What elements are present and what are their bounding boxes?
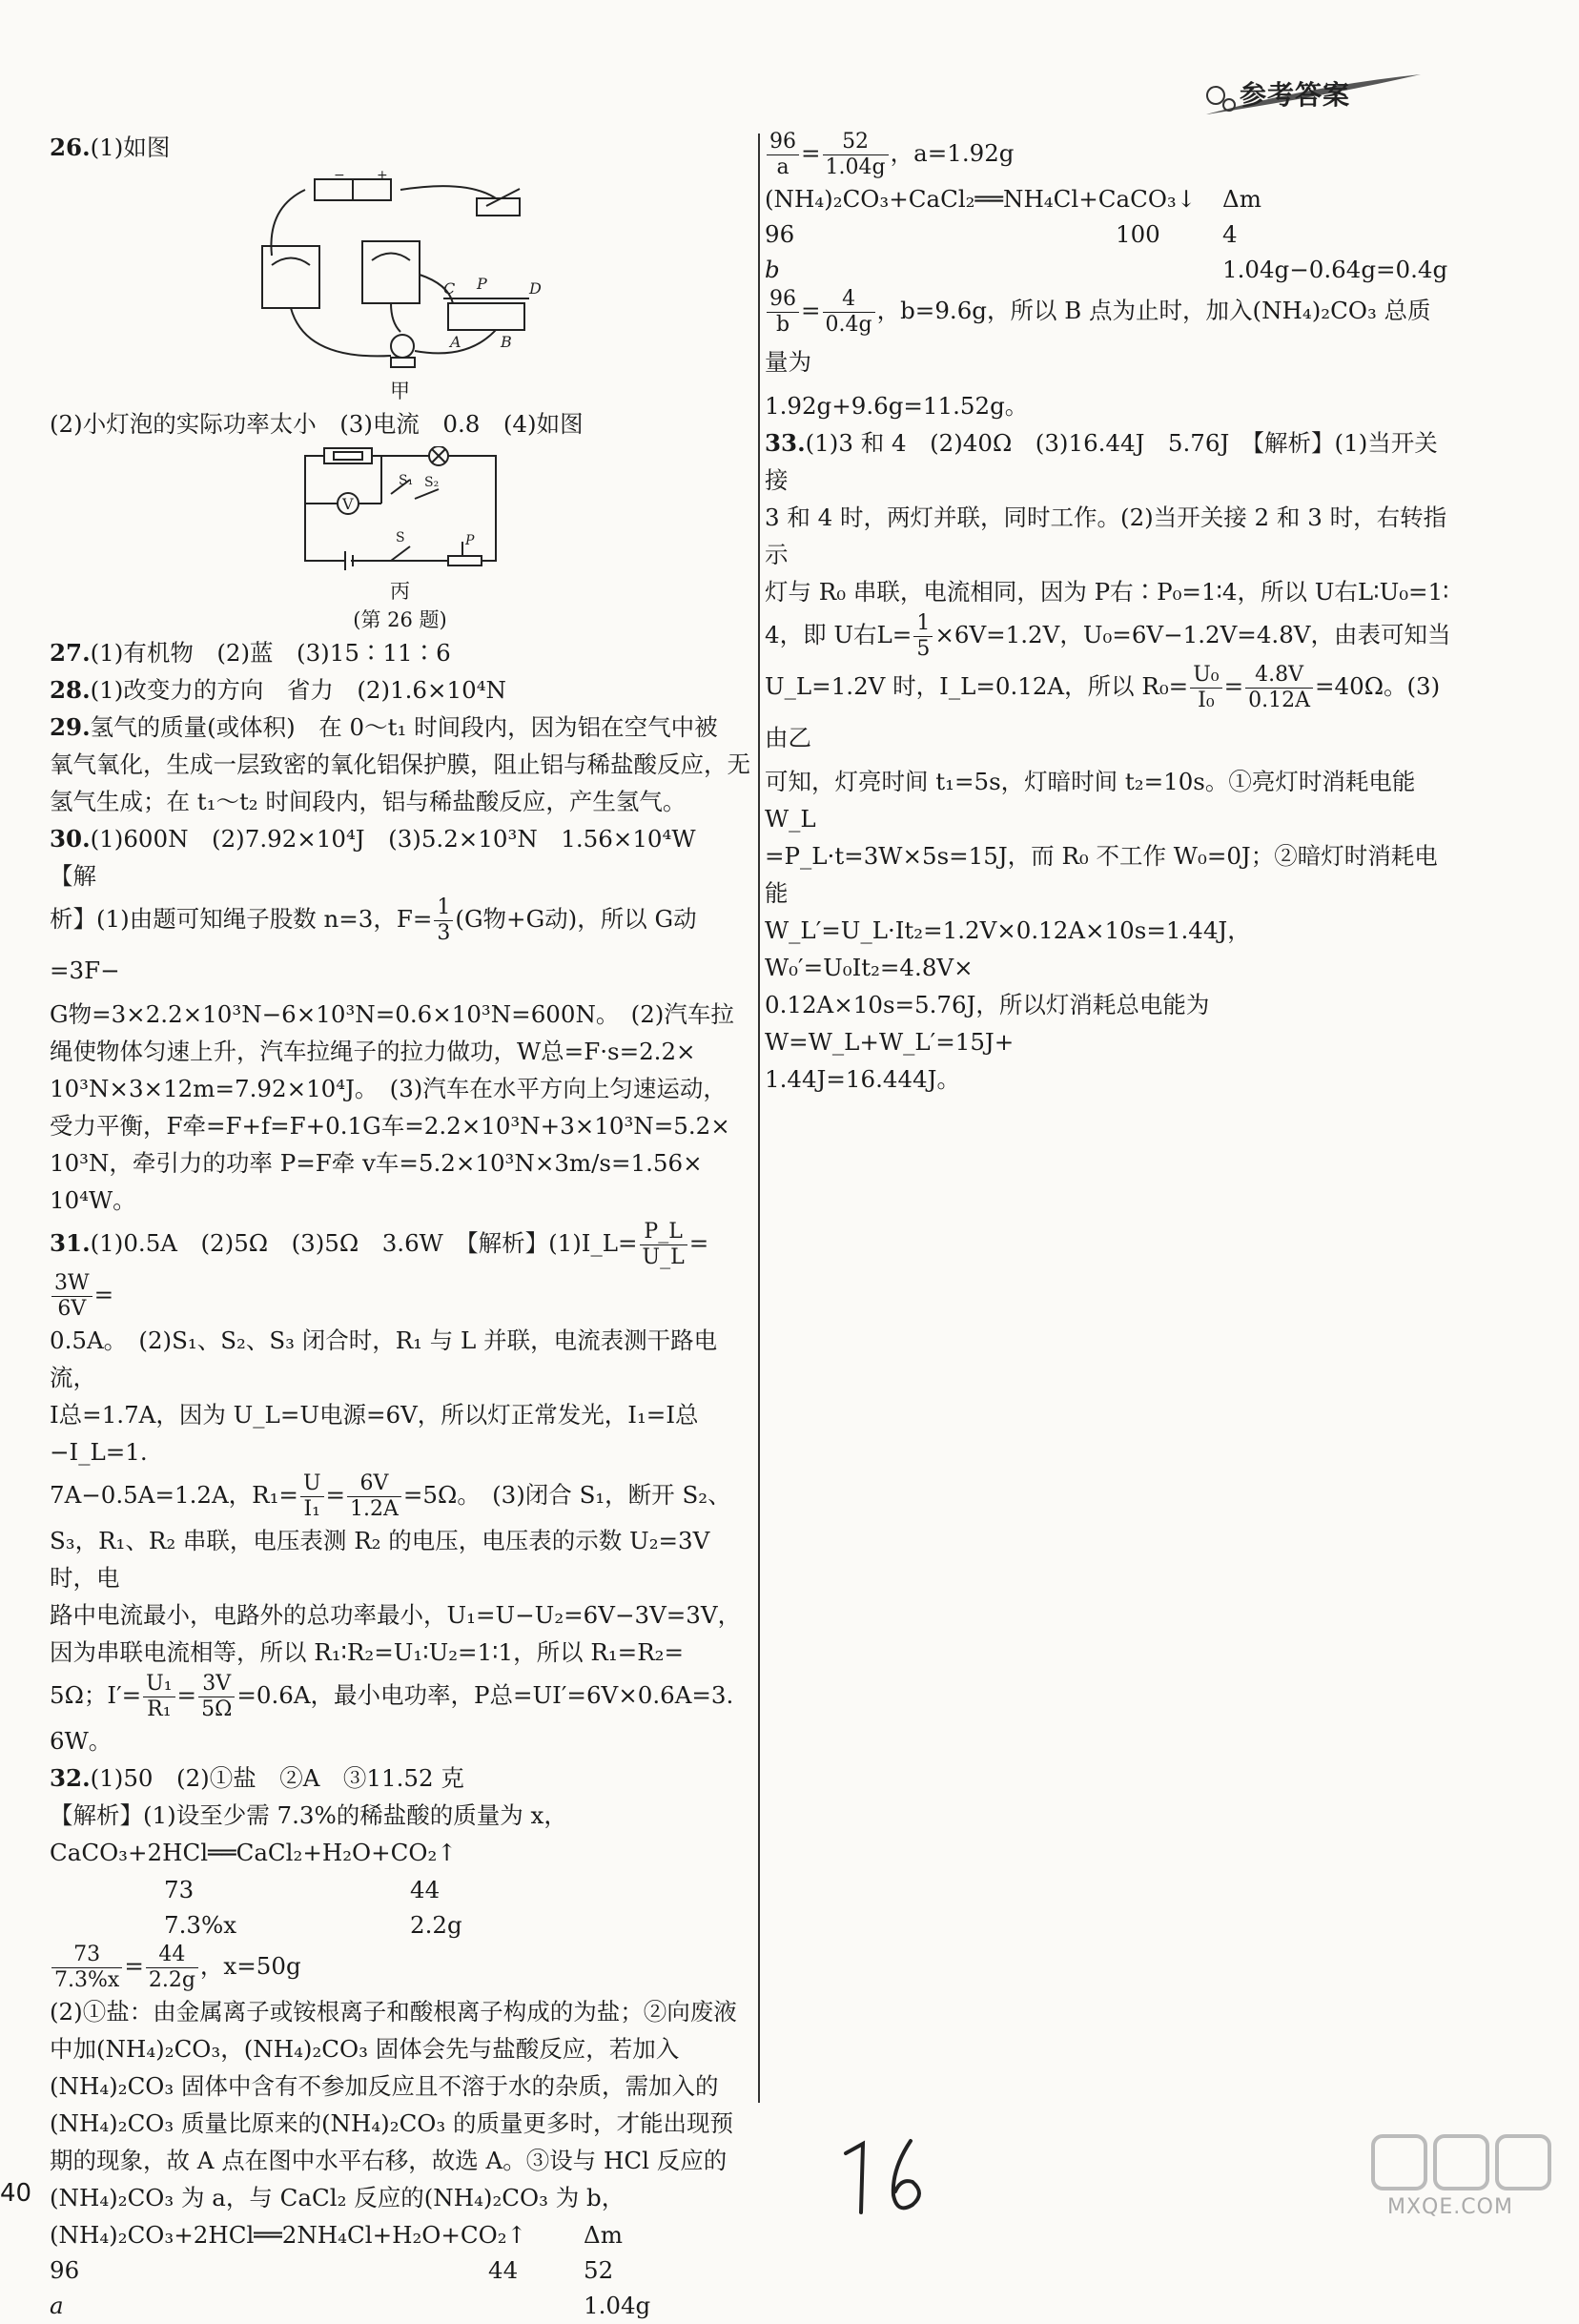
equation-row: 7.3%x 2.2g	[164, 1911, 462, 1939]
handwritten-number	[834, 2136, 939, 2217]
q29: 29.氢气的质量(或体积) 在 0～t₁ 时间段内，因为铝在空气中被	[50, 713, 718, 741]
fraction: $\frac{73}{7.3\%x}$	[51, 1943, 122, 1993]
fraction: $\frac{6V}{1.2A}$	[347, 1471, 401, 1522]
svg-text:+: +	[376, 170, 388, 183]
q31-line: 5Ω；I′= $\frac{\text{U₁}}{\text{R₁}}$ = $\frac{3V}{5\Omega}$ =0.6A，最小电功率，P总=UI′=6V×0.6A=3.	[50, 1672, 734, 1721]
q28: 28.(1)改变力的方向 省力 (2)1.6×10⁴N	[50, 676, 506, 704]
fraction: $\frac{52}{1.04g}$	[823, 130, 889, 180]
q30-line: 绳使物体匀速上升，汽车拉绳子的拉力做功，W总=F·s=2.2×	[50, 1038, 696, 1065]
fraction: $\frac{\text{U₀}}{\text{I₀}}$	[1190, 663, 1221, 713]
q31-line: 6W。	[50, 1727, 113, 1755]
q33-line: 0.12A×10s=5.76J，所以灯消耗总电能为 W=W_L+W_L′=15J+	[765, 991, 1210, 1056]
q33-line: 可知，灯亮时间 t₁=5s，灯暗时间 t₂=10s。①亮灯时消耗电能 W_L	[765, 768, 1416, 833]
q30-line: 析】(1)由题可知绳子股数 n=3，F= $\frac{1}{3}$ (G物+G动)，所以 G动=3F−	[50, 895, 697, 984]
q32-line: 中加(NH₄)₂CO₃，(NH₄)₂CO₃ 固体会先与盐酸反应，若加入	[50, 2035, 680, 2063]
equation-row: (NH₄)₂CO₃+2HCl══2NH₄Cl+H₂O+CO₂↑ Δm	[50, 2221, 623, 2249]
fraction: $\frac{4.8V}{0.12A}$	[1245, 663, 1313, 713]
q31: 31.(1)0.5A (2)5Ω (3)5Ω 3.6W 【解析】(1)I_L= $\frac{P\_L}{U\_L}$ = $\frac{3W}{6V}$ =	[50, 1220, 709, 1321]
q26-part1: 26.(1)如图	[50, 134, 171, 161]
svg-text:A: A	[449, 333, 461, 351]
column-divider	[758, 134, 760, 2103]
q33: 33.(1)3 和 4 (2)40Ω (3)16.44J 5.76J 【解析】(1)当开关接	[765, 429, 1438, 494]
right-column	[765, 129, 1453, 1098]
q33-line: 4，即 U右L= $\frac{1}{5}$ ×6V=1.2V，U₀=6V−1.2V=4.8V，由表可知当	[765, 611, 1451, 661]
header-title: 参考答案	[1240, 79, 1351, 111]
circuit-figure-jia	[248, 170, 553, 375]
svg-text:V: V	[341, 495, 354, 513]
q33-line: 1.44J=16.444J。	[765, 1065, 960, 1093]
fraction: $\frac{U}{\text{I₁}}$	[300, 1471, 324, 1522]
svg-text:P: P	[476, 275, 487, 293]
page-number: 40	[0, 2179, 32, 2208]
q32-line: (NH₄)₂CO₃ 质量比原来的(NH₄)₂CO₃ 的质量更多时，才能出现预	[50, 2109, 734, 2137]
fraction: $\frac{3W}{6V}$	[51, 1271, 92, 1322]
q33-line: 灯与 R₀ 串联，电流相同，因为 P右∶P₀=1∶4，所以 U右L∶U₀=1∶	[765, 578, 1449, 606]
q32-line: 期的现象，故 A 点在图中水平右移，故选 A。③设与 HCl 反应的	[50, 2147, 728, 2174]
q31-line: I总=1.7A，因为 U_L=U电源=6V，所以灯正常发光，I₁=I总−I_L=1.	[50, 1401, 699, 1466]
q31-line: 7A−0.5A=1.2A，R₁= $\frac{U}{\text{I₁}}$ = $\frac{6V}{1.2A}$ =5Ω。 (3)闭合 S₁，断开 S₂、	[50, 1471, 731, 1521]
equation-row: 96 44 52	[50, 2256, 614, 2284]
q33-line: =P_L·t=3W×5s=15J，而 R₀ 不工作 W₀=0J；②暗灯时消耗电能	[765, 842, 1438, 907]
continuation-line: $\frac{96}{a}$ = $\frac{52}{1.04g}$ ，a=1.92g	[765, 129, 1453, 180]
q33-line: W_L′=U_L·It₂=1.2V×0.12A×10s=1.44J，W₀′=U₀It₂=4.8V×	[765, 916, 1251, 981]
q32-line: (2)①盐：由金属离子或铵根离子和酸根离子构成的为盐；②向废液	[50, 1998, 737, 2026]
equation-row: 96 100 4	[765, 220, 1238, 248]
figure-label-jia: 甲	[390, 380, 410, 402]
continuation-line: 1.92g+9.6g=11.52g。	[765, 392, 1029, 420]
figure-caption: (第 26 题)	[353, 608, 447, 631]
q32-line: $\frac{73}{7.3\%x}$ = $\frac{44}{2.2g}$ ，x=50g	[50, 1942, 750, 1993]
fraction: $\frac{44}{2.2g}$	[146, 1943, 198, 1993]
continuation-line: $\frac{96}{b}$ = $\frac{4}{0.4g}$ ，b=9.6g，所以 B 点为止时，加入(NH₄)₂CO₃ 总质量为	[765, 287, 1431, 376]
watermark-text: MXQE.COM	[1387, 2195, 1513, 2219]
svg-text:S₂: S₂	[423, 475, 439, 490]
svg-text:C: C	[442, 279, 455, 298]
fraction: $\frac{\text{U₁}}{\text{R₁}}$	[143, 1672, 174, 1722]
q31-line: 路中电流最小，电路外的总功率最小，U₁=U−U₂=6V−3V=3V，	[50, 1601, 742, 1629]
q33-line: 3 和 4 时，两灯并联，同时工作。(2)当开关接 2 和 3 时，右转指示	[765, 504, 1447, 568]
q26-part2: (2)小灯泡的实际功率太小 (3)电流 0.8 (4)如图	[50, 410, 584, 438]
fraction: $\frac{4}{0.4g}$	[823, 287, 875, 338]
svg-text:D: D	[528, 279, 542, 298]
q29-line: 氢气生成；在 t₁～t₂ 时间段内，铝与稀盐酸反应，产生氢气。	[50, 788, 687, 815]
q32-line: (NH₄)₂CO₃ 为 a，与 CaCl₂ 反应的(NH₄)₂CO₃ 为 b，	[50, 2184, 625, 2211]
equation-row: (NH₄)₂CO₃+CaCl₂══NH₄Cl+CaCO₃↓ Δm	[765, 185, 1261, 213]
q33-line: U_L=1.2V 时，I_L=0.12A，所以 R₀= $\frac{\text{U₀}}{\text{I₀}}$ = $\frac{4.8V}{0.12A}$ =40Ω。(3)由乙	[765, 663, 1441, 751]
left-column	[50, 129, 750, 2322]
q30-line: 10⁴W。	[50, 1186, 136, 1214]
q30-line: G物=3×2.2×10³N−6×10³N=0.6×10³N=600N。 (2)汽车拉	[50, 1000, 734, 1028]
svg-text:S₁: S₁	[398, 473, 413, 488]
q30-line: 10³N，牵引力的功率 P=F牵 v车=5.2×10³N×3m/s=1.56×	[50, 1149, 703, 1177]
fraction: $\frac{96}{a}$	[767, 130, 799, 180]
equation-row: b 1.04g−0.64g=0.4g	[765, 256, 1448, 283]
svg-text:S: S	[395, 530, 405, 545]
q31-line: 因为串联电流相等，所以 R₁∶R₂=U₁∶U₂=1∶1，所以 R₁=R₂=	[50, 1638, 685, 1666]
q32-line: 【解析】(1)设至少需 7.3%的稀盐酸的质量为 x，	[50, 1801, 567, 1829]
fraction: $\frac{1}{5}$	[913, 611, 933, 662]
equation-row: a 1.04g	[50, 2292, 651, 2319]
q32-equation: CaCO₃+2HCl══CaCl₂+H₂O+CO₂↑	[50, 1839, 457, 1866]
q30-line: 10³N×3×12m=7.92×10⁴J。 (3)汽车在水平方向上匀速运动，	[50, 1075, 727, 1102]
equation-row: 73 44	[164, 1876, 441, 1903]
fraction: $\frac{1}{3}$	[434, 895, 453, 946]
fraction: $\frac{P\_L}{U\_L}$	[640, 1220, 687, 1270]
fraction: $\frac{3V}{5\Omega}$	[198, 1672, 235, 1722]
q32: 32.(1)50 (2)①盐 ②A ③11.52 克	[50, 1764, 464, 1792]
fraction: $\frac{96}{b}$	[767, 287, 799, 338]
q32-line: (NH₄)₂CO₃ 固体中含有不参加反应且不溶于水的杂质，需加入的	[50, 2072, 719, 2100]
q30: 30.(1)600N (2)7.92×10⁴J (3)5.2×10³N 1.56×10⁴W 【解	[50, 825, 720, 890]
figure-label-bing: 丙	[390, 580, 410, 603]
q31-line: S₃，R₁、R₂ 串联，电压表测 R₂ 的电压，电压表的示数 U₂=3V 时，电	[50, 1527, 710, 1592]
svg-text:−: −	[333, 170, 345, 183]
circuit-figure-bing	[296, 446, 505, 575]
q29-line: 氧气氧化，生成一层致密的氧化铝保护膜，阻止铝与稀盐酸反应，无	[50, 751, 750, 778]
q30-line: 受力平衡，F牵=F+f=F+0.1G车=2.2×10³N+3×10³N=5.2×	[50, 1112, 730, 1140]
q31-line: 0.5A。 (2)S₁、S₂、S₃ 闭合时，R₁ 与 L 并联，电流表测干路电流，	[50, 1327, 718, 1391]
svg-text:B: B	[500, 333, 512, 351]
svg-text:P: P	[464, 533, 474, 548]
q27: 27.(1)有机物 (2)蓝 (3)15∶11∶6	[50, 639, 451, 667]
